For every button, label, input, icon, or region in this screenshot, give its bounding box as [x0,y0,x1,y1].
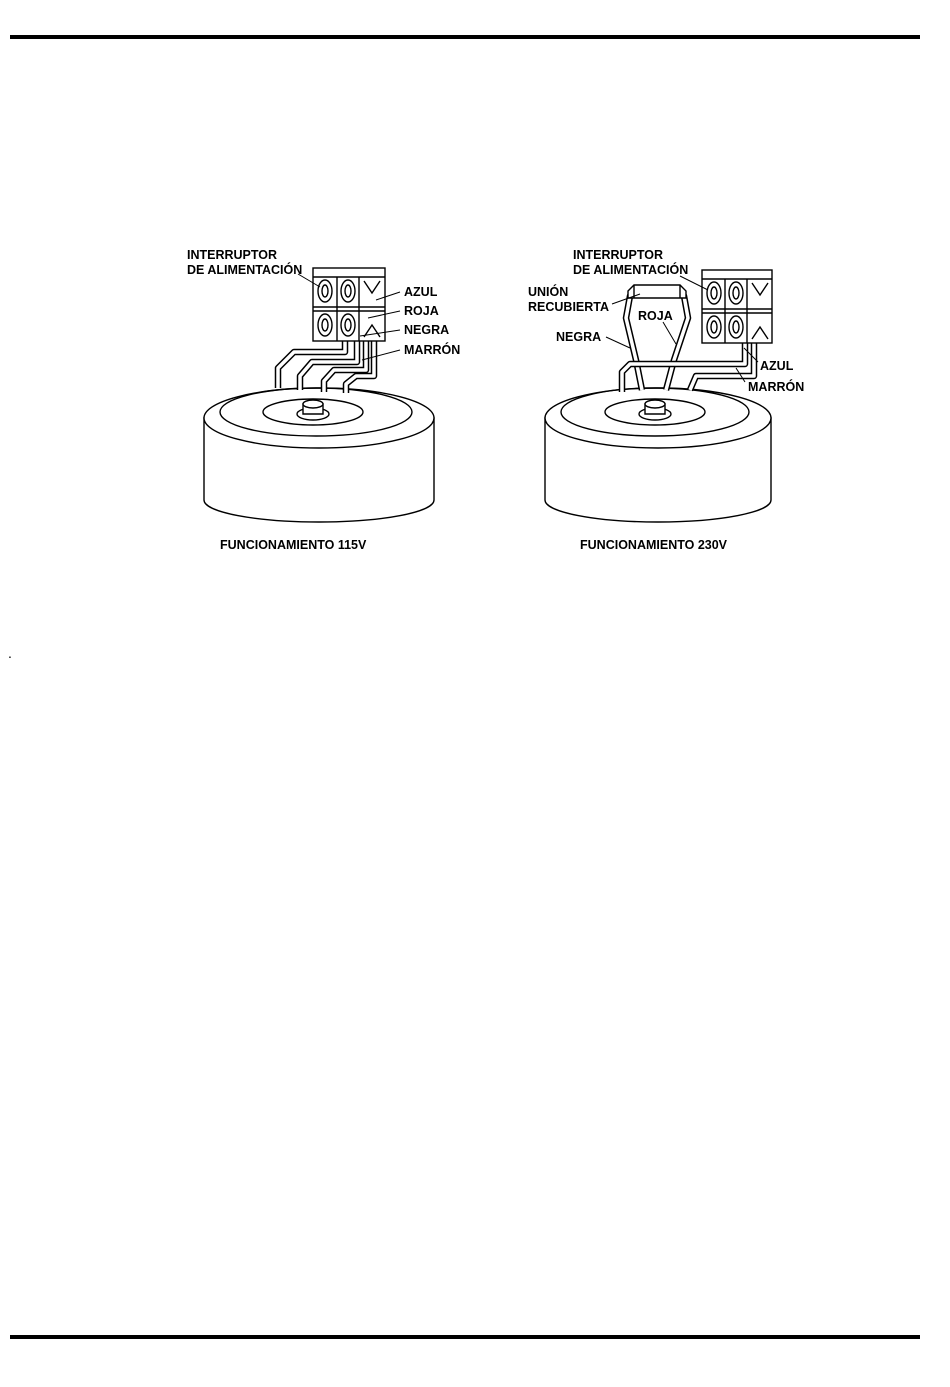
caption-230v: FUNCIONAMIENTO 230V [580,538,728,552]
switch-label-115v-line2: DE ALIMENTACIÓN [187,263,303,277]
wire-label-red-230v: ROJA [638,309,673,323]
diagram-230v [528,248,804,552]
power-switch-115v [313,268,385,341]
power-switch-230v [702,270,772,343]
splice-label-230v-line2: RECUBIERTA [528,300,610,314]
wire-label-black-115v: NEGRA [404,323,450,337]
motor-230v [545,388,771,522]
wire-label-blue-230v: AZUL [760,359,794,373]
diagram-115v [187,248,460,552]
switch-label-115v-line1: INTERRUPTOR [187,248,278,262]
wire-label-brown-115v: MARRÓN [404,343,461,357]
wire-label-black-230v: NEGRA [556,330,602,344]
wire-label-red-115v: ROJA [404,304,439,318]
bottom-rule [10,1335,920,1339]
wire-label-brown-230v: MARRÓN [748,380,805,394]
switch-label-230v-line2: DE ALIMENTACIÓN [573,263,689,277]
splice-label-230v-line1: UNIÓN [528,285,569,299]
switch-label-230v-line1: INTERRUPTOR [573,248,664,262]
footnote-mark: . [8,645,12,661]
wire-label-blue-115v: AZUL [404,285,438,299]
covered-splice-230v [628,285,686,298]
motor-115v [204,388,434,522]
caption-115v: FUNCIONAMIENTO 115V [220,538,367,552]
